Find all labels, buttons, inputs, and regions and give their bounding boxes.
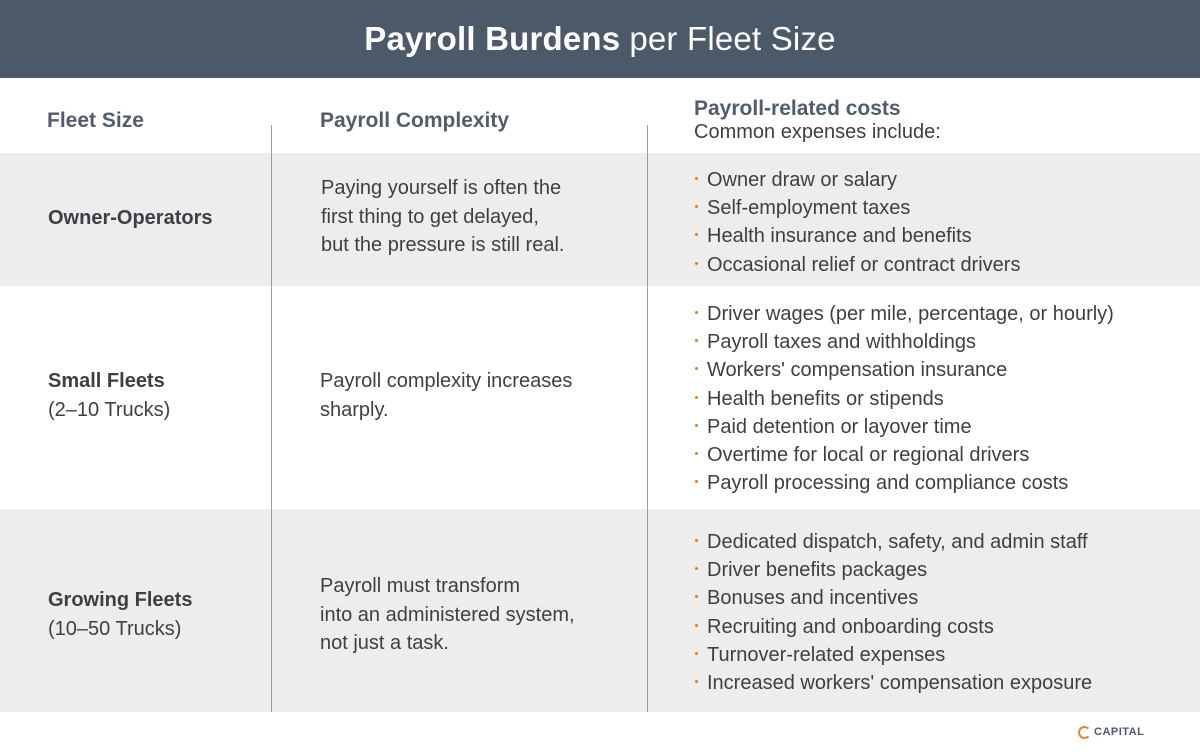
cost-item: Workers' compensation insurance [693, 356, 1114, 384]
title-bold: Payroll Burdens [364, 20, 621, 57]
column-header-costs [694, 97, 941, 144]
cost-item: Health benefits or stipends [693, 385, 1114, 413]
fleet-name-owner-operators [48, 204, 212, 233]
fleet-size-range: (2–10 Trucks) [48, 399, 171, 421]
costs-list-growing-fleets [693, 528, 1092, 697]
complexity-small-fleets [320, 367, 640, 424]
cost-item: Payroll processing and compliance costs [693, 469, 1114, 497]
column-divider [647, 125, 648, 712]
costs-list-small-fleets [693, 300, 1114, 497]
cost-item: Health insurance and benefits [693, 222, 1020, 250]
cost-item: Recruiting and onboarding costs [693, 613, 1092, 641]
cost-item: Driver wages (per mile, percentage, or hourly) [693, 300, 1114, 328]
fleet-name-label: Growing Fleets [48, 589, 193, 611]
cost-item: Paid detention or layover time [693, 413, 1114, 441]
logo-text: CAPITAL [1094, 726, 1145, 738]
complexity-line: first thing to get delayed, [321, 205, 539, 228]
column-header-fleet-size: Fleet Size [47, 109, 144, 132]
complexity-line: but the pressure is still real. [321, 234, 565, 256]
cost-item: Occasional relief or contract drivers [693, 251, 1020, 279]
column-header-costs-title: Payroll-related costs [694, 97, 901, 120]
column-header-costs-subtitle: Common expenses include: [694, 121, 941, 143]
complexity-line: not just a task. [320, 632, 449, 654]
fleet-name-growing-fleets [48, 586, 192, 644]
fleet-name-label: Small Fleets [48, 370, 165, 392]
cost-item: Payroll taxes and withholdings [693, 328, 1114, 356]
cost-item: Bonuses and incentives [693, 584, 1092, 612]
title-light: per Fleet Size [629, 20, 836, 57]
costs-list-owner-operators [693, 166, 1020, 279]
cost-item: Turnover-related expenses [693, 641, 1092, 669]
ecapital-logo-icon [1078, 726, 1091, 739]
ecapital-logo [1078, 724, 1144, 740]
complexity-owner-operators [321, 174, 641, 260]
complexity-growing-fleets [320, 572, 640, 658]
complexity-line: sharply. [320, 398, 389, 421]
fleet-name-small-fleets [48, 367, 170, 425]
column-header-complexity: Payroll Complexity [320, 109, 510, 132]
cost-item: Owner draw or salary [693, 166, 1020, 194]
cost-item: Overtime for local or regional drivers [693, 441, 1114, 469]
page-title [0, 0, 1200, 78]
cost-item: Increased workers' compensation exposure [693, 669, 1092, 697]
complexity-line: into an administered system, [320, 603, 575, 626]
complexity-line: Payroll must transform [320, 575, 521, 597]
fleet-size-range: (10–50 Trucks) [48, 618, 182, 640]
fleet-name-label: Owner-Operators [48, 207, 213, 229]
complexity-line: Paying yourself is often the [321, 177, 562, 199]
cost-item: Self-employment taxes [693, 194, 1020, 222]
cost-item: Driver benefits packages [693, 556, 1092, 584]
cost-item: Dedicated dispatch, safety, and admin staff [693, 528, 1092, 556]
complexity-line: Payroll complexity increases [320, 370, 573, 392]
column-divider [271, 125, 272, 712]
